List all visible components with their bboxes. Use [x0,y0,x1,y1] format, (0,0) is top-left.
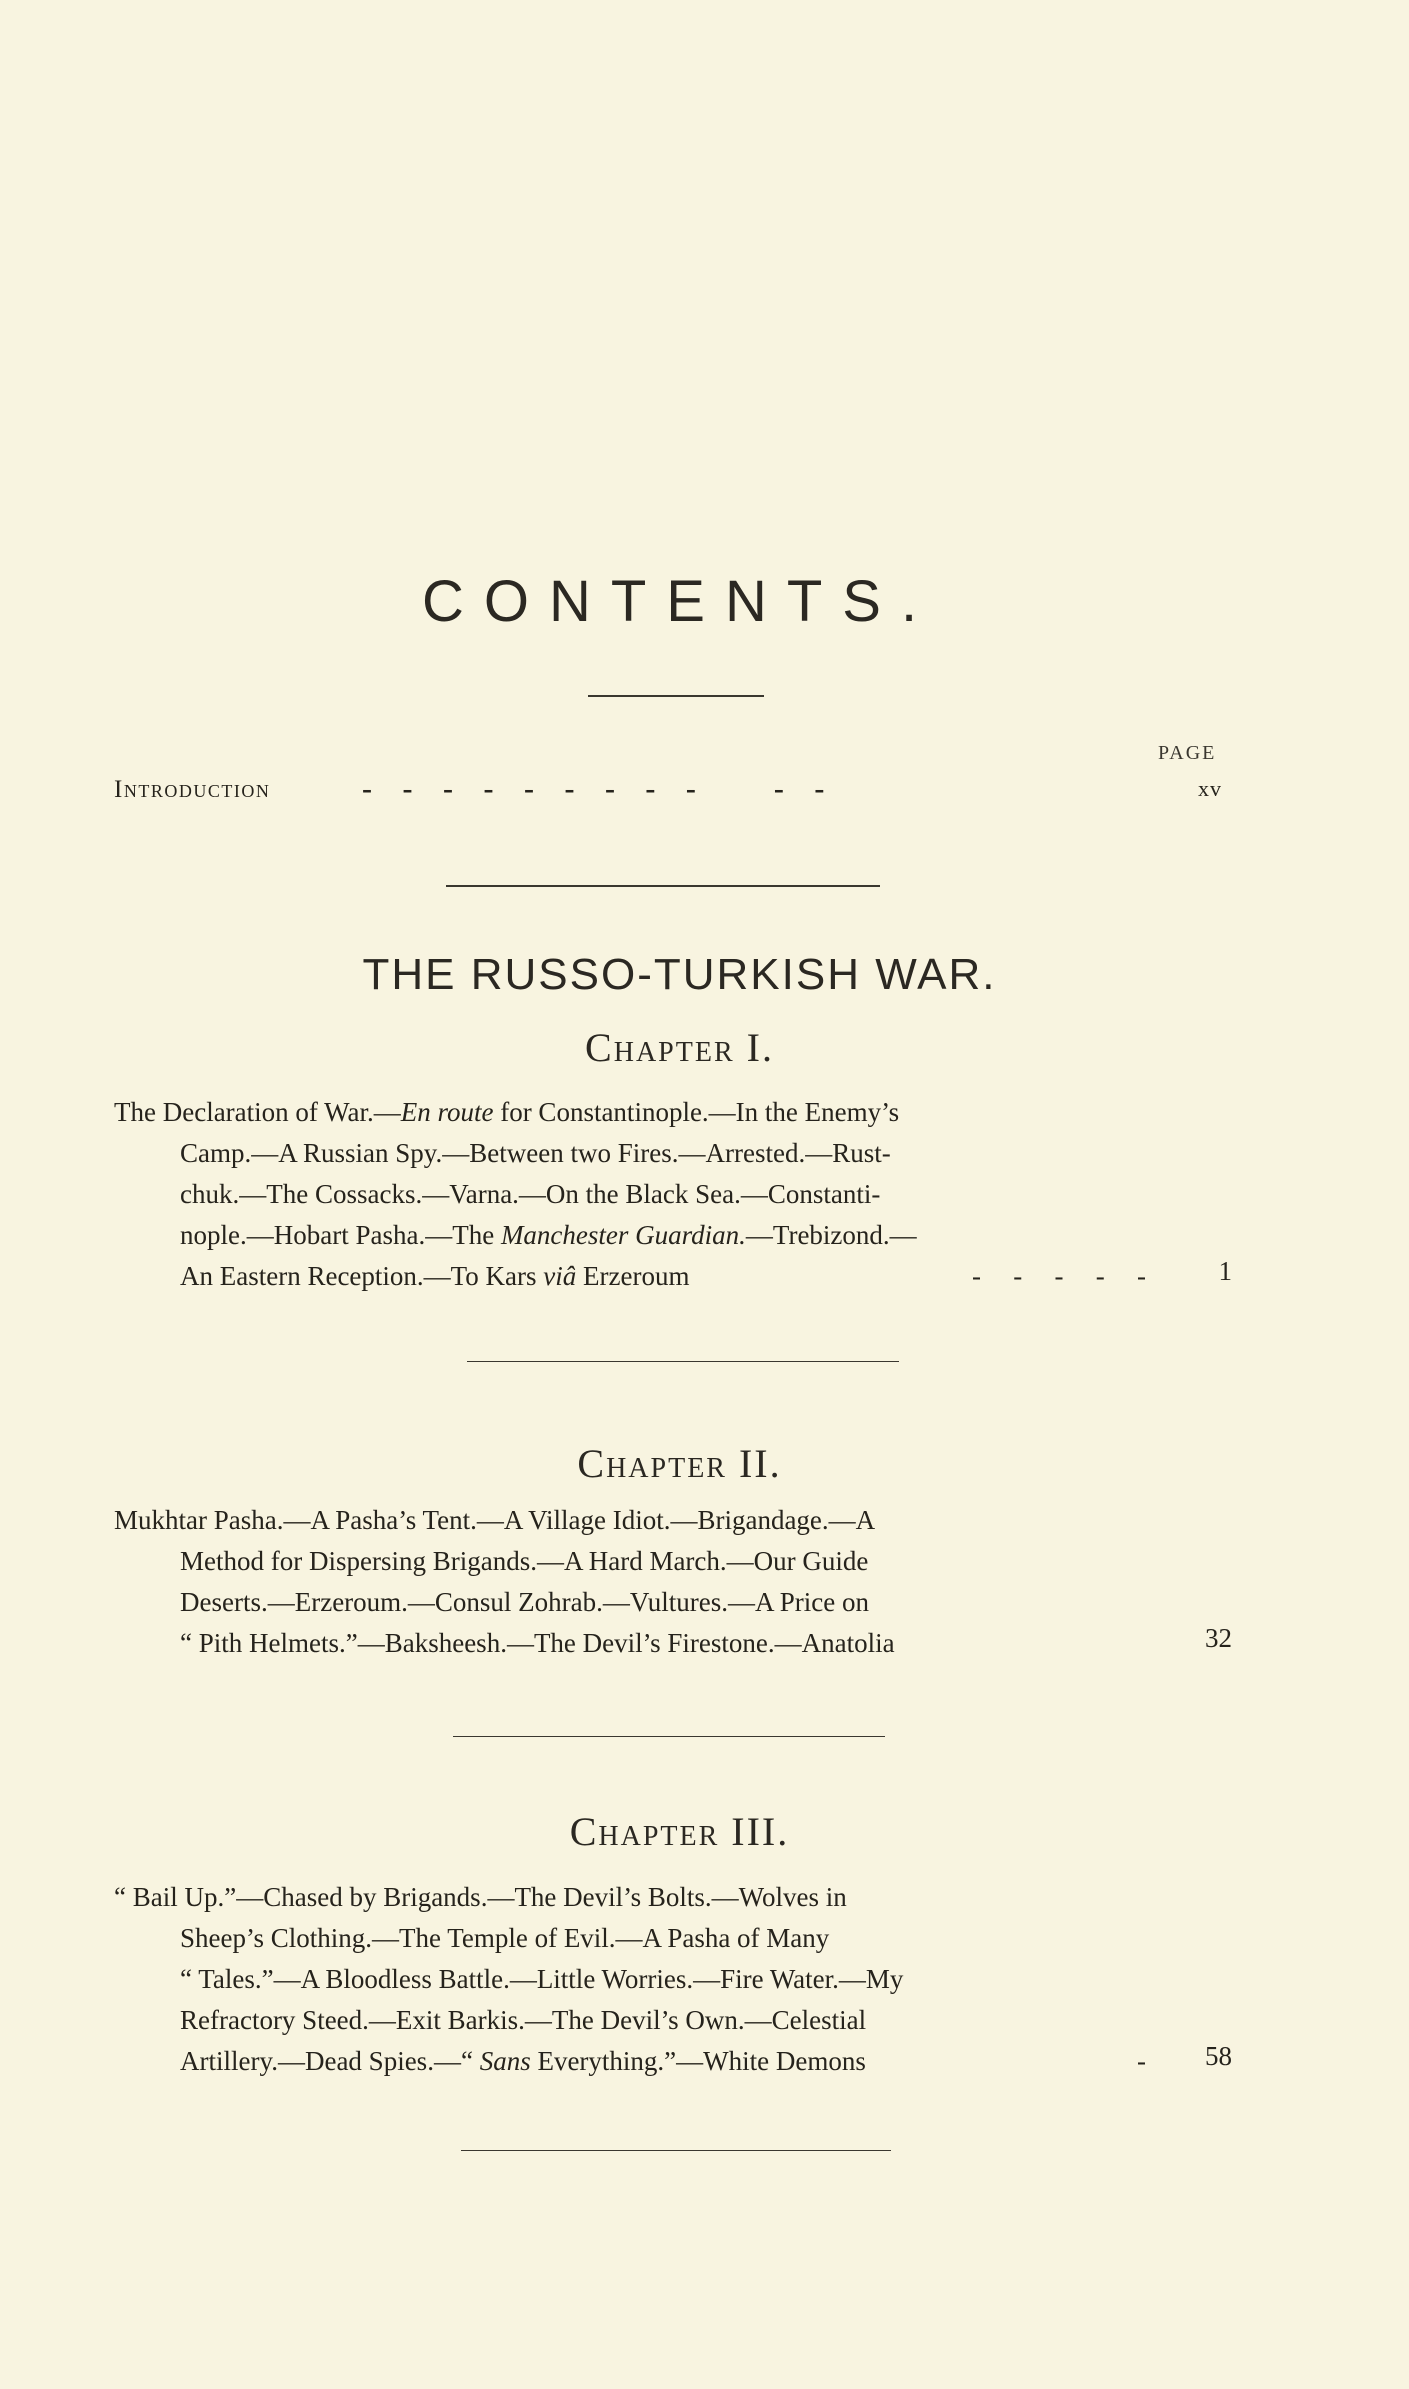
divider-rule [461,2150,891,2151]
introduction-label: Introduction [114,776,271,803]
summary-line: Refractory Steed.—Exit Barkis.—The Devil’s Own.—Celestial [180,2005,867,2035]
page-column-label: PAGE [1158,742,1217,764]
divider-rule [446,885,880,887]
divider-rule [588,695,764,697]
summary-line: Artillery.—Dead Spies.—“ Sans Everything.”—White Demons - [114,2041,1149,2082]
leader-dashes: - [1137,2046,1149,2076]
section-title: THE RUSSO-TURKISH WAR. [362,950,997,999]
summary-line: nople.—Hobart Pasha.—The Manchester Guardian.—Trebizond.— [180,1220,917,1250]
contents-heading: CONTENTS. [421,569,938,634]
chapter-2-heading: Chapter II. [577,1441,782,1486]
leader-dashes: - - - - - - - - - - - [362,772,827,805]
summary-line: “ Bail Up.”—Chased by Brigands.—The Devil’s Bolts.—Wolves in [114,1882,847,1912]
summary-line: chuk.—The Cossacks.—Varna.—On the Black Sea.—Constanti- [180,1179,881,1209]
leader-dashes: - - - - - [972,1261,1149,1291]
chapter-1-heading: Chapter I. [585,1025,774,1070]
summary-line: Method for Dispersing Brigands.—A Hard March.—Our Guide [180,1546,869,1576]
summary-line: “ Pith Helmets.”—Baksheesh.—The Devil’s Firestone.—Anatolia [180,1628,895,1658]
introduction-entry[interactable] [114,772,1234,816]
summary-line: Mukhtar Pasha.—A Pasha’s Tent.—A Village Idiot.—Brigandage.—A [114,1505,876,1535]
chapter-2-summary[interactable] [114,1500,1149,1664]
introduction-page-number: xv [1198,776,1222,801]
summary-line: An Eastern Reception.—To Kars viâ Erzeroum - - - - - [114,1256,1149,1297]
chapter-3-page-number: 58 [1205,2041,1232,2071]
chapter-1-summary[interactable] [114,1092,1149,1297]
chapter-1-page-number: 1 [1218,1256,1232,1286]
summary-line: Sheep’s Clothing.—The Temple of Evil.—A Pasha of Many [180,1923,830,1953]
summary-line: Camp.—A Russian Spy.—Between two Fires.—Arrested.—Rust- [180,1138,891,1168]
chapter-3-heading: Chapter III. [569,1809,790,1854]
chapter-2-page-number: 32 [1205,1623,1232,1653]
divider-rule [453,1736,885,1737]
summary-line: The Declaration of War.—En route for Constantinople.—In the Enemy’s [114,1097,900,1127]
summary-line: “ Tales.”—A Bloodless Battle.—Little Worries.—Fire Water.—My [180,1964,904,1994]
chapter-3-summary[interactable] [114,1877,1149,2082]
summary-line: Deserts.—Erzeroum.—Consul Zohrab.—Vultures.—A Price on [180,1587,870,1617]
divider-rule [467,1361,899,1362]
